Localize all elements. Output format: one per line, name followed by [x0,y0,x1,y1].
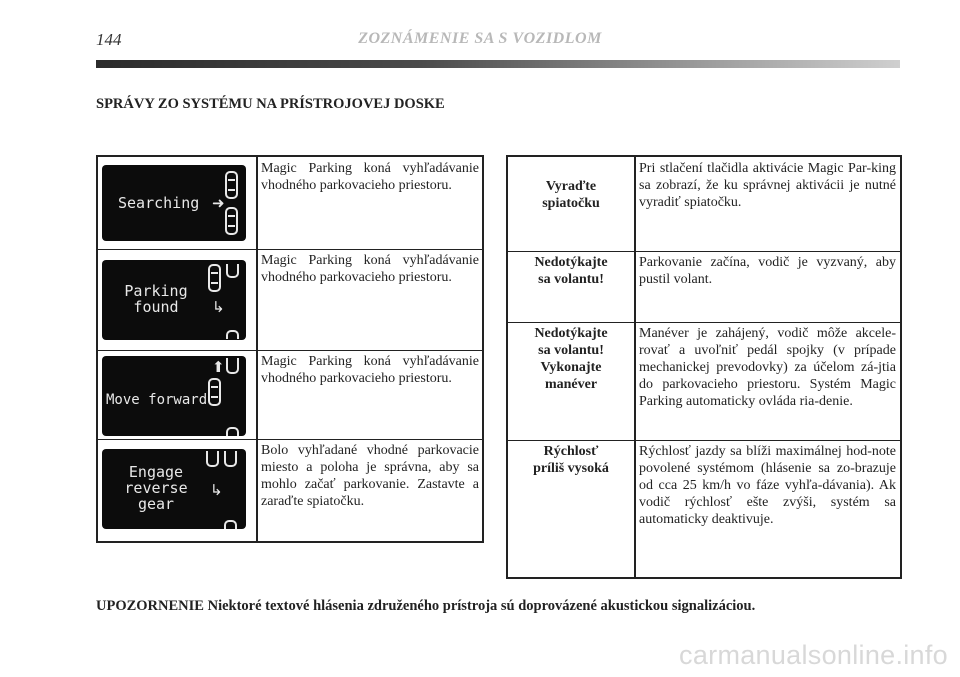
arrow-right-icon: ➜ [212,194,225,212]
chapter-title: ZOZNÁMENIE SA S VOZIDLOM [358,30,602,47]
warning-text: Niektoré textové hlásenia združeného prístroja sú doprovázené akustickou signalizáciou. [207,598,756,614]
parked-car-icon [226,330,239,339]
display-screen [102,260,246,340]
display-text: Parking found [124,282,188,316]
table-row [508,440,900,577]
parked-car-icon [224,520,237,529]
parked-car-icon [225,207,238,235]
table-row [98,439,482,541]
display-text: Searching [118,194,200,212]
parked-car-icon [224,451,237,467]
display-text: Engage reverse gear [124,463,188,513]
table-row [508,322,900,441]
parked-car-icon [225,171,238,199]
table-row [508,157,900,252]
parked-car-icon [226,427,239,436]
message-description: Parkovanie začína, vodič je vyzvaný, aby pustil volant. [639,255,896,287]
arrow-down-right-icon: ↳ [212,298,225,316]
display-screens-table [96,155,484,543]
car-icon [208,264,221,292]
row-description: Magic Parking koná vyhľadávanie vhodného parkovacieho priestoru. [261,161,479,193]
header-rule [96,60,900,68]
warning-note [96,598,755,615]
display-screen [102,165,246,241]
parked-car-icon [226,358,239,374]
message-description: Manéver je zahájený, vodič môže akcele-rovať a uvoľniť pedál spojky (v prípade mechanickej prevodovky) za účelom zá-jtia do parkovacieho priestoru. Systém Magic Parking automaticky ovláda ria-denie. [639,326,896,409]
row-description: Magic Parking koná vyhľadávanie vhodného parkovacieho priestoru. [261,354,479,386]
watermark: carmanualsonline.info [679,640,948,670]
arrow-down-right-icon: ↳ [210,481,223,499]
display-screen [102,356,246,436]
table-row [98,249,482,351]
page-number: 144 [96,30,122,49]
message-label: Vyraďte spiatočku [542,179,600,211]
message-label: Rýchlosť príliš vysoká [533,444,609,476]
section-title: SPRÁVY ZO SYSTÉMU NA PRÍSTROJOVEJ DOSKE [96,96,445,112]
message-description: Pri stlačení tlačidla aktivácie Magic Par-king sa zobrazí, že ku správnej aktivácii je nutné vyradiť spiatočku. [639,161,896,210]
message-label: Nedotýkajte sa volantu! [534,255,608,287]
messages-table [506,155,902,579]
message-label: Nedotýkajte sa volantu! Vykonajte manéver [534,326,608,392]
display-text: Move forward [106,392,208,408]
parked-car-icon [226,264,239,278]
row-description: Bolo vyhľadané vhodné parkovacie miesto a poloha je správna, aby sa mohlo začať parkovanie. Zastavte a zaraďte spiatočku. [261,443,479,509]
car-icon [206,451,219,467]
car-icon [208,378,221,406]
warning-label: UPOZORNENIE [96,598,204,614]
table-row [98,157,482,250]
display-screen [102,449,246,529]
message-description: Rýchlosť jazdy sa blíži maximálnej hod-note povolené systémom (hlásenie sa zo-brazuje od cca 25 km/h vo fáze vyhľa-dávania). Ak vodič rýchlosť ešte zvýši, systém sa automaticky deaktivuje. [639,444,896,527]
arrow-up-icon: ⬆ [212,358,225,376]
row-description: Magic Parking koná vyhľadávanie vhodného parkovacieho priestoru. [261,253,479,285]
table-row [98,350,482,440]
table-row [508,251,900,323]
